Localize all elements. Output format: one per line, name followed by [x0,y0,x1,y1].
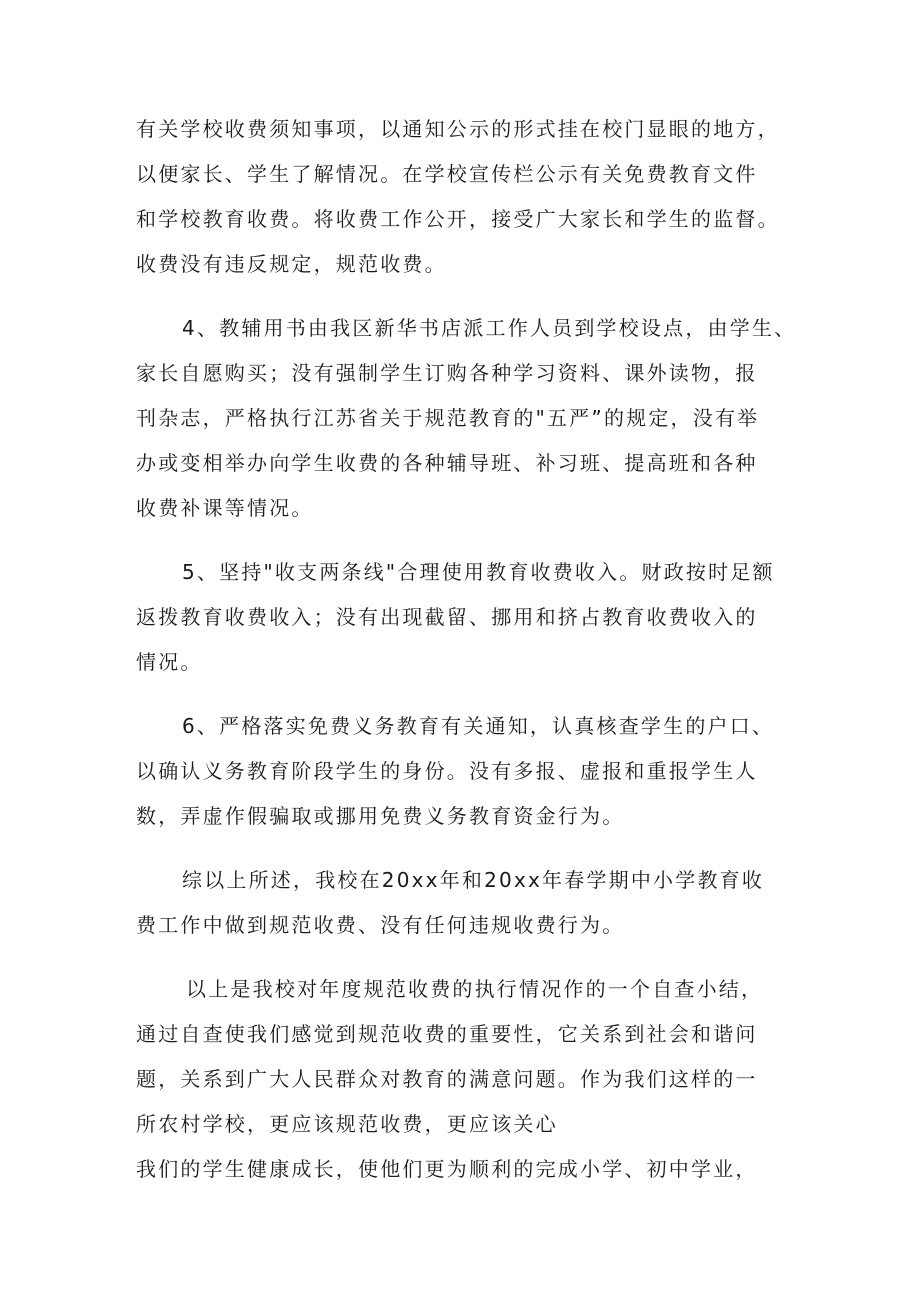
text-line: 费工作中做到规范收费、没有任何违规收费行为。 [136,913,625,937]
text-line: 6、严格落实免费义务教育有关通知，认真核查学生的户口、 [182,714,775,738]
document-body [136,107,806,1192]
text-line: 收费补课等情况。 [136,496,314,520]
paragraph-summary [136,858,806,948]
text-line: 我们的学生健康成长，使他们更为顺利的完成小学、初中学业， [136,1157,758,1181]
text-line: 所农村学校，更应该规范收费，更应该关心 [136,1112,558,1136]
text-line: 以上是我校对年度规范收费的执行情况作的一个自查小结， [186,977,764,1001]
text-line: 数，弄虚作假骗取或挪用免费义务教育资金行为。 [136,804,625,828]
text-line: 4、教辅用书由我区新华书店派工作人员到学校设点，由学生、 [182,316,797,340]
paragraph-fee-notice [136,107,806,287]
text-line: 返拨教育收费收入；没有出现截留、挪用和挤占教育收费收入的 [136,605,758,629]
text-line: 通过自查使我们感觉到规范收费的重要性，它关系到社会和谐问 [136,1022,758,1046]
text-line: 情况。 [136,650,203,674]
paragraph-conclusion [136,967,806,1192]
text-line: 以便家长、学生了解情况。在学校宣传栏公示有关免费教育文件 [136,162,758,186]
text-line: 和学校教育收费。将收费工作公开，接受广大家长和学生的监督。 [136,207,780,231]
text-line: 办或变相举办向学生收费的各种辅导班、补习班、提高班和各种 [136,451,758,475]
text-line: 题，关系到广大人民群众对教育的满意问题。作为我们这样的一 [136,1067,758,1091]
text-line: 有关学校收费须知事项，以通知公示的形式挂在校门显眼的地方， [136,117,780,141]
paragraph-item-4 [136,306,806,531]
paragraph-item-5 [136,550,806,685]
text-line: 刊杂志，严格执行江苏省关于规范教育的"五严”的规定，没有举 [136,406,760,430]
text-line: 家长自愿购买；没有强制学生订购各种学习资料、课外读物，报 [136,361,758,385]
text-line: 5、坚持"收支两条线"合理使用教育收费收入。财政按时足额 [182,560,775,584]
text-line: 综以上所述，我校在20xx年和20xx年春学期中小学教育收 [182,868,765,892]
text-line: 收费没有违反规定，规范收费。 [136,252,447,276]
paragraph-item-6 [136,704,806,839]
text-line: 以确认义务教育阶段学生的身份。没有多报、虚报和重报学生人 [136,759,758,783]
